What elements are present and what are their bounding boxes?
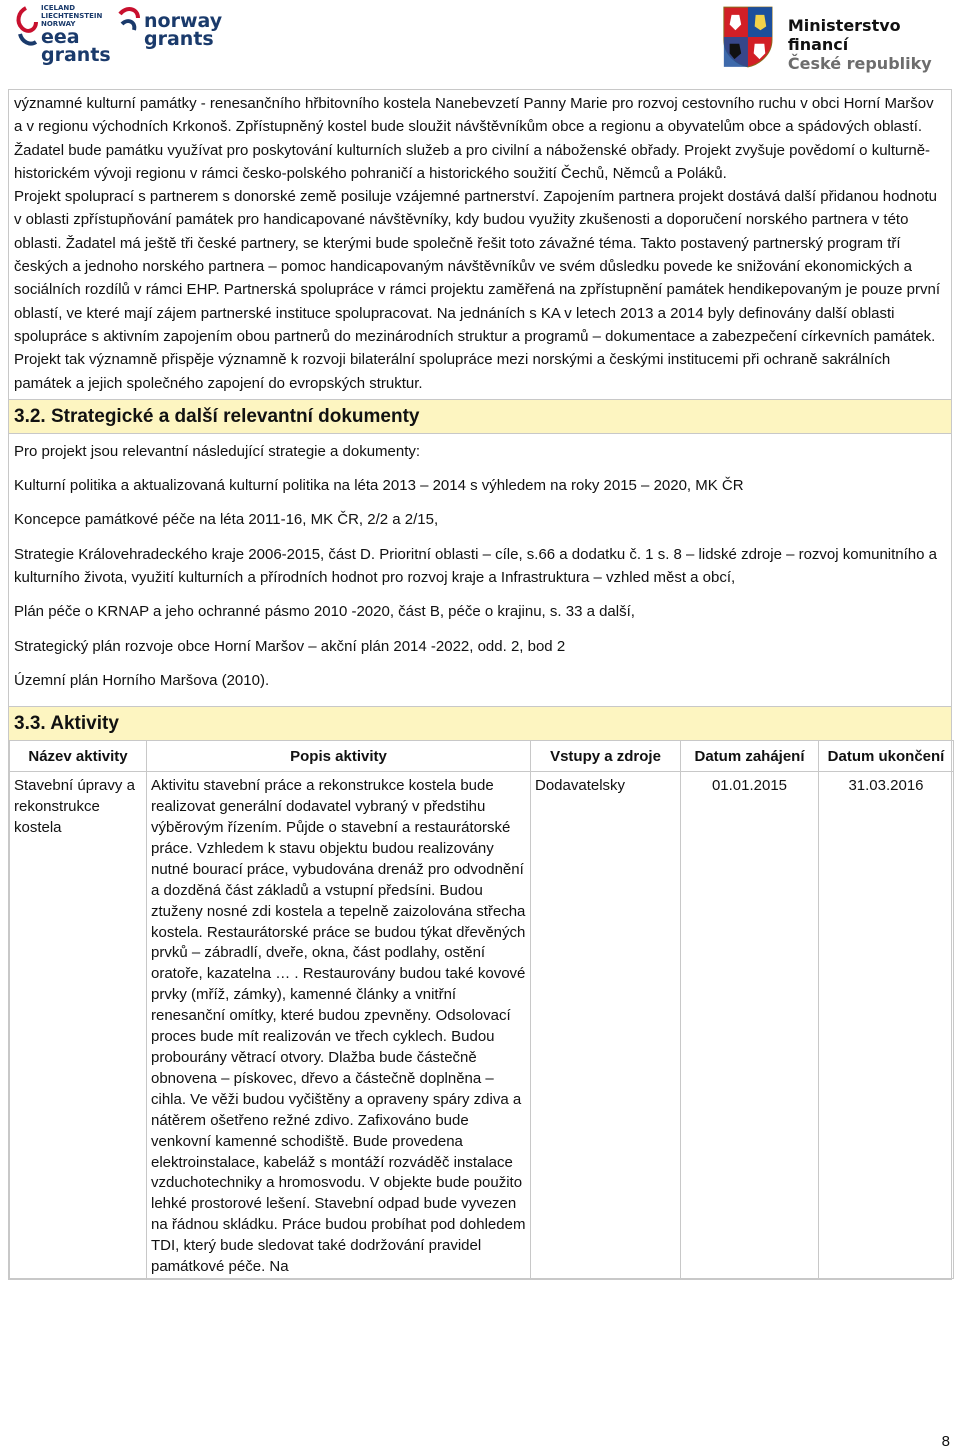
activity-end-cell: 31.03.2016 [819,772,954,1279]
strategy-item: Strategie Královehradeckého kraje 2006-2015, část D. Prioritní oblasti – cíle, s.66 a dodatku č. 1 s. 8 – lidské zdroje – rozvoj komunitního a kulturního života, využití kulturních a přírodních hodnot pro rozvoj kraje a Infrastruktura – vzhled měst a obcí, [14,545,938,587]
strategy-item: Koncepce památkové péče na léta 2011-16, MK ČR, 2/2 a 2/15, [14,511,439,529]
column-header-name: Název aktivity [10,741,147,772]
strategy-item: Územní plán Horního Maršova (2010). [14,671,270,689]
intro-paragraph-1: významné kulturní památky - renesančního hřbitovního kostela Nanebevzetí Panny Marie pro rozvoj cestovního ruchu v obci Horní Maršov a v regionu východních Krkonoš. Zpřístupněný kostel bude sloužit návštěvníkům obce a regionu a obyvatelům obce a spádových oblastí. Žadatel bude památku využívat pro poskytování kulturních služeb a pro civilní a náboženské obřady. Projekt zvyšuje povědomí o kulturně-historickém vývoji regionu v rámci česko-polského pohraničí a historického soužití Čechů, Němců a Poláků. [14,95,934,182]
norway-grants-logo [116,4,222,52]
page-number: 8 [941,1433,950,1450]
column-header-inputs: Vstupy a zdroje [531,741,681,772]
section-heading-3-2: 3.2. Strategické a další relevantní dokumenty [9,399,951,434]
column-header-start: Datum zahájení [681,741,819,772]
intro-paragraph-2: Projekt spoluprací s partnerem s donorské země posiluje vzájemné partnerství. Zapojením partnera projekt dostává další přidanou hodnotu v oblasti zpřístupňování památek pro handicapované návštěvníky, kdy budou využity zkušenosti a doporučení norského partnera v této oblasti. Žadatel má ještě tři české partnery, se kterými bude společně řešit toto závažné téma. Takto postavený partnerský program tří českých a jednoho norského partnera – pomoc handicapovaným návštěvníkův ve svém důsledku povede ke snižování ekonomických a sociálních rozdílů v rámci EHP. Partnerská spolupráce v rámci projektu zaměřená na zpřístupnění památek hendikepovaným je pouze první oblastí, ve které mají zájem partnerské instituce spolupracovat. Na jednáních s KA v letech 2013 a 2014 byly definovány další oblasti spolupráce s aktivním zapojením obou partnerů do mezinárodních struktur a programů – dokumentace a zabezpečení církevních památek. Projekt tak významně přispěje významně k rozvoji bilaterální spolupráce mezi norskými a českými institucemi při ochraně sakrálních památek a jejich společného zapojení do evropských struktur. [14,188,941,392]
ministry-subtitle: České republiky [787,54,932,73]
activity-name-cell: Stavební úpravy a rekonstrukce kostela [10,772,147,1279]
page-header [0,0,960,80]
norway-word: norway [144,10,223,32]
activity-inputs-cell: Dodavatelsky [531,772,681,1279]
eea-country-1: ICELAND [41,4,76,12]
strategy-item: Kulturní politika a aktualizovaná kulturní politika na léta 2013 – 2014 s výhledem na roky 2015 – 2020, MK ČR [14,477,744,495]
column-header-end: Datum ukončení [819,741,954,772]
norway-grants-word: grants [144,28,214,50]
content-frame [8,89,952,1280]
ministry-title: Ministerstvo financí [787,16,901,54]
strategy-item: Plán péče o KRNAP a jeho ochranné pásmo 2010 -2020, část B, péče o krajinu, s. 33 a další, [14,603,635,621]
document-body [8,89,952,1280]
activity-description-cell: Aktivitu stavební práce a rekonstrukce kostela bude realizovat generální dodavatel vybraný v předstihu výběrovým řízením. Půjde o stavební a restaurátorské práce. Vzhledem k stavu objektu budou realizovány nutné bourací práce, vybudována drenáž pro odvodnění a dozděná část základů a vstupní předsíni. Budou ztuženy nosné zdi kostela a tepelně zaizolována střecha kostela. Restaurátorské práce se budou týkat dřevěných prvků – zábradlí, dveře, okna, část podlahy, ostění oratoře, kazatelna … . Restaurovány budou také kovové prvky (mříž, zámky), kamenné články a vnitřní renesanční omítky, které budou zpevněny. Odsolovací proces bude mít realizován ve třech cyklech. Budou probourány větrací otvory. Dlažba bude částečně obnovena – pískovec, dřevo a částečně doplněna – cihla. Ve věži budou vyčištěny a opraveny spáry zdiva a nátěrem ošetřeno režné zdivo. Zafixováno bude venkovní kamenné schodiště. Bude provedena elektroinstalace, kabeláž s montáží rozváděč instalace vzduchotechniky a hromosvodu. V objekte bude použito lehké prostorové lešení. Stavební odpad bude vyvezen na řádnou skládku. Práce budou probíhat pod dohledem TDI, který bude sledovat také dodržování pravidel památkové péče. Na [147,772,531,1279]
eea-country-2: LIECHTENSTEIN [41,12,103,20]
eea-grants-logo [14,4,111,64]
activities-table [9,740,954,1279]
column-header-description: Popis aktivity [147,741,531,772]
strategies-list [9,440,951,692]
eea-swirl-icon [14,4,38,50]
table-row [10,772,954,1279]
ministry-of-finance-logo [720,4,960,73]
czech-coat-of-arms-icon [720,4,776,70]
norway-swirl-icon [116,4,142,52]
eea-word: eea [41,26,80,48]
eea-grants-word: grants [41,44,111,66]
section-heading-3-3: 3.3. Aktivity [9,706,951,740]
strategies-lead: Pro projekt jsou relevantní následující strategie a dokumenty: [14,442,421,460]
strategy-item: Strategický plán rozvoje obce Horní Maršov – akční plán 2014 -2022, odd. 2, bod 2 [14,637,566,655]
table-header-row [10,741,954,772]
eea-country-3: NORWAY [41,20,76,28]
activity-start-cell: 01.01.2015 [681,772,819,1279]
